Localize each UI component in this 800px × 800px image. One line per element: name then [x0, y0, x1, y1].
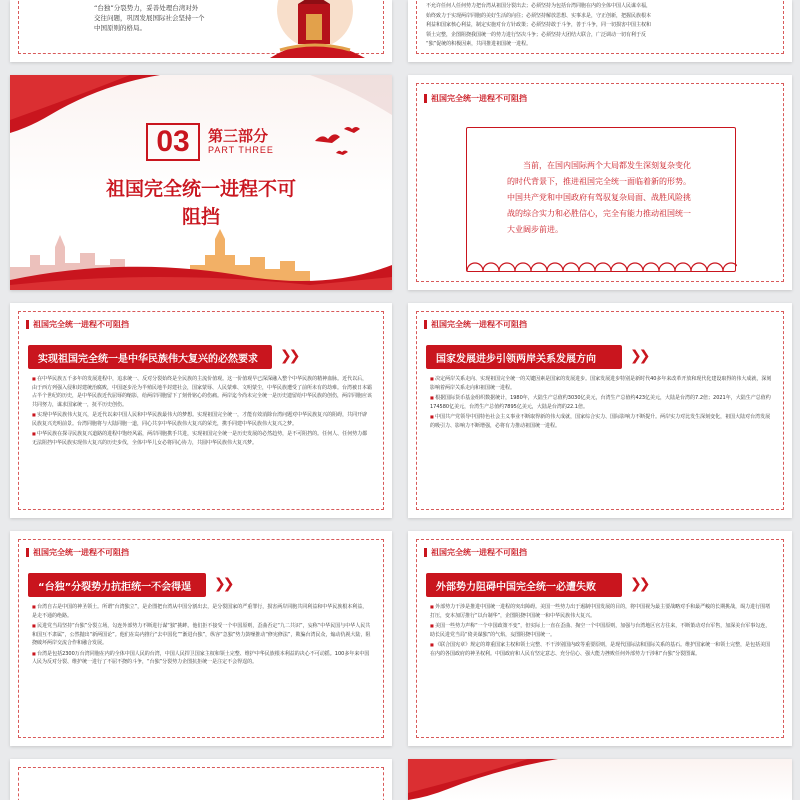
tag-label: 祖国完全统一进程不可阻挡 [431, 94, 527, 103]
body-paragraph: ■ 中国共产党领导中国特色社会主义事业不断取得新的伟大成就，国家综合实力、国际影响力不断提升。两岸实力对比发生深刻变化，祖国大陆对台湾发展的吸引力、影响力不断增强，必将有力推动祖国统一进程。 [430, 413, 772, 430]
tag-label: 祖国完全统一进程不可阻挡 [431, 548, 527, 557]
body-paragraph: ■ 决定两岸关系走向、实现祖国完全统一的关键因素是国家的发展进步。国家发展进步特别是新时代40多年来改革开放和现代化建设取得的伟大成就，深刻影响着两岸关系走向和祖国统一进程。 [430, 375, 772, 392]
body-line: “台独”分裂势力，妥善处理台湾对外 [94, 4, 199, 12]
body-paragraph: ■ 外部势力干涉是推进中国统一进程的突出障碍。美国一些势力出于遏制中国发展的目的，将中国视为最主要战略对手和最严峻的长期挑战，竭力进行围堵打压，变本加厉推行“以台制华”，企图阻挠中国统一和中华民族伟大复兴。 [430, 603, 772, 620]
body-line: 不允许任何人任何势力把台湾从祖国分裂出去；必须坚持为包括台湾同胞在内的全体中国人民谋幸福， [426, 3, 652, 9]
section-title [10, 175, 392, 231]
content-slide-4 [408, 531, 792, 746]
section-number: 03 [156, 125, 190, 158]
tag-bar [26, 320, 29, 329]
section-slide [10, 75, 392, 290]
body-paragraph: ■ 美国一些势力声称“一个中国政策不变”，但实际上一直在歪曲、掏空一个中国原则，加强与台湾地区官方往来，不断策动对台军售，加深美台军事勾连，助长民进党当局“倚美谋独”的气焰，妄图阻挠中国统一。 [430, 622, 772, 639]
content-slide-3 [10, 531, 392, 746]
section-title-line: 祖国完全统一进程不可 [105, 178, 296, 200]
body-paragraph: ■ 台湾自古是中国的神圣领土。所谓“台湾独立”，是企图把台湾从中国分割出去，是分裂国家的严重罪行，损害两岸同胞共同利益和中华民族根本利益，是走不通的绝路。 [32, 603, 372, 620]
tag-label: 祖国完全统一进程不可阻挡 [431, 320, 527, 329]
section-number-box [146, 123, 200, 161]
section-part-en: PART THREE [208, 145, 274, 155]
tag-bar [26, 548, 29, 557]
slide-tag [26, 319, 129, 330]
slide-tag [424, 319, 527, 330]
section-heading: “台独”分裂势力抗拒统一不会得逞 [28, 573, 206, 597]
body-line: 中国原则的格局。 [94, 24, 146, 32]
section-heading: 实现祖国完全统一是中华民族伟大复兴的必然要求 [28, 345, 272, 369]
body-line: 交往问题，巩固发展国际社会坚持一个 [94, 14, 205, 22]
content-slide-1 [10, 303, 392, 518]
slide-tag [424, 547, 527, 558]
body-line: 领土完整，企图阻挠我国统一的势力进行坚决斗争；必须坚持大团结大联合，广泛调动一切有利于反 [426, 31, 647, 38]
body-line: “独”促统的积极因素，共同推进祖国统一进程。 [426, 41, 532, 47]
body-paragraph: ■ 《联合国宪章》规定的尊重国家主权和领土完整、不干涉别国内政等重要原则，是现代国际法和国际关系的基石。维护国家统一和领土完整，是包括美国在内的各国政府的神圣权利。中国政府和人民有坚定意志、充分信心、强大能力挫败任何外部势力干涉和“台独”分裂图谋。 [430, 641, 772, 658]
ornament-bottom [467, 247, 737, 271]
body-text [430, 375, 772, 432]
section-part-cn: 第三部分 [208, 127, 269, 145]
intro-panel [466, 127, 736, 272]
skyline-illustration [10, 225, 392, 290]
body-paragraph: ■ 根据国际货币基金组织数据统计，1980年，大陆生产总值约3030亿美元，台湾生产总值约423亿美元，大陆是台湾的7.2倍；2021年，大陆生产总值约174580亿美元，台湾生产总值约7895亿美元，大陆是台湾的22.1倍。 [430, 394, 772, 411]
slide-bottom-right [408, 759, 792, 800]
body-paragraph: ■ 台湾是包括2300万台湾同胞在内的全体中国人民的台湾，中国人民捍卫国家主权和领土完整、维护中华民族根本利益的决心不可动摇。100多年来中国人民为反对分裂、维护统一进行了不屈不挠的斗争，“台独”分裂势力企图抗拒统一是注定不会得逞的。 [32, 650, 372, 667]
chevron-icon: ❯❯ [280, 348, 298, 364]
body-paragraph: ■ 在中华民族五千多年的发展进程中，追求统一、反对分裂始终是全民族的主流价值观。这一价值观早已深深融入整个中华民族的精神血脉。近代以后，由于西方列强入侵和封建统治腐败，中国逐步沦为半殖民地半封建社会，国家蒙辱、人民蒙难、文明蒙尘，中华民族遭受了前所未有的劫难。台湾被日本霸占半个世纪的历史，是中华民族近代屈辱的缩影，给两岸同胞留下了刻骨铭心的伤痛。两岸迄今尚未完全统一是历史遗留给中华民族的创伤，两岸同胞应该共同努力，谋求国家统一，抚平历史创伤。 [32, 375, 372, 409]
tag-bar [424, 548, 427, 557]
slide-frame [18, 767, 384, 800]
chevron-icon: ❯❯ [630, 576, 648, 592]
monument-illustration [260, 0, 370, 60]
content-slide-2 [408, 303, 792, 518]
body-paragraph: ■ 中华民族在探寻民族复兴道路的进程中饱经风霜，两岸同胞携手共进，实现祖国完全统一是历史发展的必然趋势，是不可阻挡的。任何人、任何势力都无法阻挡中华民族实现伟大复兴的历史步伐，全体中华儿女必将同心协力，共圆中华民族伟大复兴梦。 [32, 430, 372, 447]
tag-label: 祖国完全统一进程不可阻挡 [33, 548, 129, 557]
slide-tag [26, 547, 129, 558]
body-line: 利益和国家核心利益，制定实施对台方针政策；必须坚持敢于斗争，善于斗争，同一切损害中国主权和 [426, 22, 652, 28]
dove-icon [310, 121, 370, 161]
intro-slide [408, 75, 792, 290]
tag-bar [424, 320, 427, 329]
body-line: 始终致力于实现两岸同胞的美好生活的向往；必须坚持解放思想、实事求是，守正创新，把握民族根本 [426, 12, 652, 19]
slide-top-left [10, 0, 392, 62]
red-wave-top [408, 759, 792, 800]
body-text [32, 375, 372, 449]
intro-paragraph: 当前，在国内国际两个大局都发生深刻复杂变化的时代背景下，推进祖国完全统一面临着新的形势。中国共产党和中国政府有驾驭复杂局面、战胜风险挑战的综合实力和必胜信心，完全有能力推动祖国统一大业阔步前进。 [507, 161, 691, 234]
slide-top-right [408, 0, 792, 62]
section-title-line: 阻挡 [181, 206, 220, 228]
body-text [430, 603, 772, 660]
body-text [94, 3, 205, 33]
body-paragraph: ■ 实现中华民族伟大复兴，是近代以来中国人民和中华民族最伟大的梦想。实现祖国完全统一，才能有效消除台湾问题对中华民族复兴的阻碍，共同开辟民族复兴光明前景。台湾同胞将与大陆同胞一道，同心共享中华民族伟大复兴的荣光，携手同建中华民族伟大复兴之梦。 [32, 411, 372, 428]
slide-tag [424, 93, 527, 104]
body-paragraph: ■ 民进党当局坚持“台独”分裂立场，勾连外部势力不断进行谋“独”挑衅。他们拒不接受一个中国原则，歪曲否定“九二共识”，妄称“中华民国与中华人民共和国互不隶属”，公然抛出“新两国论”。他们在岛内推行“去中国化”“渐进台独”，纵容“急独”势力鼓噪推动“修宪修法”，欺骗台湾民众，煽动仇视大陆，阻挠破坏两岸交流合作和融合发展。 [32, 622, 372, 648]
tag-label: 祖国完全统一进程不可阻挡 [33, 320, 129, 329]
tag-bar [424, 94, 427, 103]
chevron-icon: ❯❯ [214, 576, 232, 592]
chevron-icon: ❯❯ [630, 348, 648, 364]
slide-bottom-left [10, 759, 392, 800]
body-text [426, 2, 776, 50]
section-heading: 外部势力阻碍中国完全统一必遭失败 [426, 573, 622, 597]
body-text [32, 603, 372, 669]
section-heading: 国家发展进步引领两岸关系发展方向 [426, 345, 622, 369]
